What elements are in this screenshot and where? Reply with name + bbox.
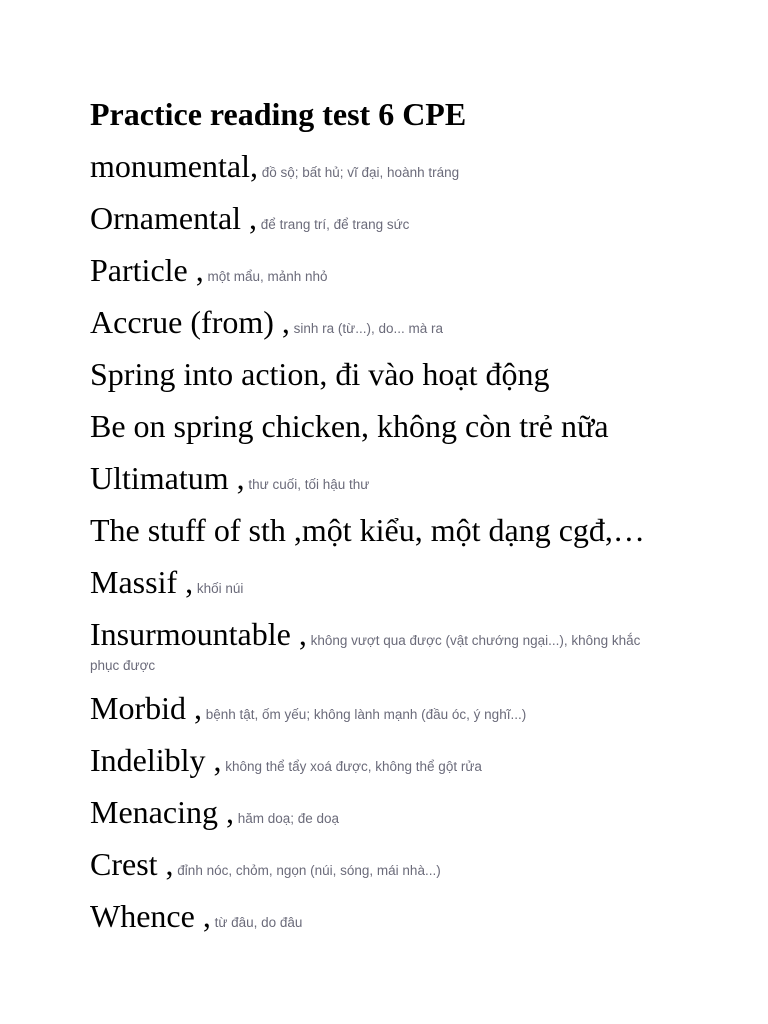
vocab-term: Insurmountable , — [90, 616, 307, 652]
vocab-entry — [90, 250, 670, 291]
vocab-term: Whence , — [90, 898, 211, 934]
vocab-term: Massif , — [90, 564, 194, 600]
vocab-entry — [90, 688, 670, 729]
vocab-definition: hăm doạ; đe doạ — [233, 811, 340, 826]
document-page — [90, 94, 670, 948]
vocab-entry — [90, 844, 670, 885]
vocab-entry — [90, 198, 670, 239]
vocab-entry — [90, 302, 670, 343]
vocab-term: Indelibly , — [90, 742, 222, 778]
vocab-term: Be on spring chicken, không còn trẻ nữa — [90, 408, 609, 444]
vocab-definition: đồ sộ; bất hủ; vĩ đại, hoành tráng — [257, 165, 460, 180]
vocab-entry — [90, 146, 670, 187]
vocab-entry — [90, 458, 670, 499]
vocab-term: Morbid , — [90, 690, 202, 726]
vocab-definition: không vượt qua được (vật chướng ngại...), không khắc phục được — [90, 633, 641, 673]
vocab-definition: để trang trí, để trang sức — [257, 217, 410, 232]
vocab-entry — [90, 896, 670, 937]
vocab-entry — [90, 562, 670, 603]
vocab-entry — [90, 406, 670, 447]
vocab-definition: từ đâu, do đâu — [210, 915, 303, 930]
vocab-entry — [90, 510, 670, 551]
vocab-term: Crest , — [90, 846, 174, 882]
vocab-definition: đỉnh nóc, chỏm, ngọn (núi, sóng, mái nhà...) — [173, 863, 441, 878]
vocab-term: Accrue (from) , — [90, 304, 290, 340]
document-title: Practice reading test 6 CPE — [90, 96, 467, 132]
vocab-term: Particle , — [90, 252, 204, 288]
vocab-definition: một mẩu, mảnh nhỏ — [203, 269, 328, 284]
vocab-term: Spring into action, đi vào hoạt động — [90, 356, 550, 392]
vocab-entry — [90, 614, 670, 677]
vocab-definition: sinh ra (từ...), do... mà ra — [289, 321, 443, 336]
vocab-entry — [90, 792, 670, 833]
vocab-term: Menacing , — [90, 794, 234, 830]
vocab-definition: khối núi — [193, 581, 244, 596]
vocab-definition: không thể tẩy xoá được, không thể gột rửa — [221, 759, 482, 774]
vocab-definition: thư cuối, tối hậu thư — [244, 477, 370, 492]
vocab-term: monumental, — [90, 148, 258, 184]
vocab-entry — [90, 354, 670, 395]
vocab-entry — [90, 740, 670, 781]
vocab-term: Ultimatum , — [90, 460, 245, 496]
vocab-term: The stuff of sth ,một kiểu, một dạng cgđ,… — [90, 512, 645, 548]
vocab-definition: bệnh tật, ốm yếu; không lành mạnh (đầu óc, ý nghĩ...) — [202, 707, 527, 722]
vocab-term: Ornamental , — [90, 200, 258, 236]
